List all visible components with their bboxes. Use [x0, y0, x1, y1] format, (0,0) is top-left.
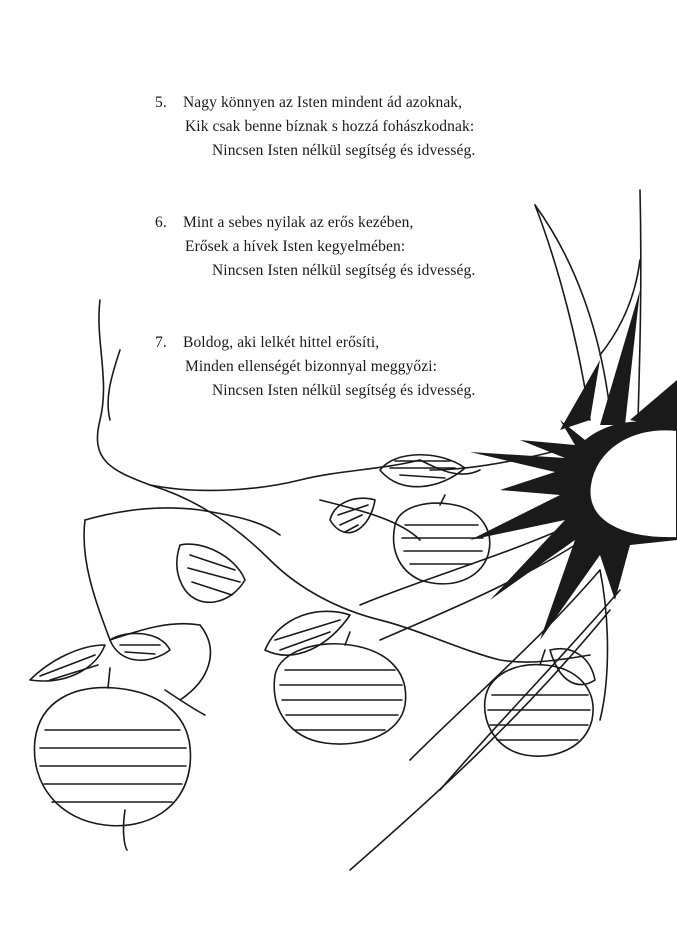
poem [0, 0, 677, 420]
verse-line: Kik csak benne bíznak s hozzá fohászkodnak: [185, 118, 475, 135]
verse-line: Erősek a hívek Isten kegyelmében: [185, 238, 406, 255]
verse-7 [155, 331, 575, 403]
verse-number: 6. [155, 214, 167, 231]
verse-refrain: Nincsen Isten nélkül segítség és idvesség. [212, 142, 476, 159]
verse-5 [155, 91, 575, 163]
verse-refrain: Nincsen Isten nélkül segítség és idvesség. [212, 262, 476, 279]
verse-refrain: Nincsen Isten nélkül segítség és idvesség. [212, 382, 476, 399]
verse-6 [155, 211, 575, 283]
verse-line: Nagy könnyen az Isten mindent ád azoknak, [183, 94, 463, 111]
verse-number: 5. [155, 94, 167, 111]
verse-number: 7. [155, 334, 167, 351]
verse-line: Boldog, aki lelkét hittel erősíti, [183, 334, 380, 351]
apple-icon [34, 495, 593, 826]
verse-line: Mint a sebes nyilak az erős kezében, [183, 214, 414, 231]
verse-line: Minden ellenségét bizonnyal meggyőzi: [185, 358, 438, 375]
